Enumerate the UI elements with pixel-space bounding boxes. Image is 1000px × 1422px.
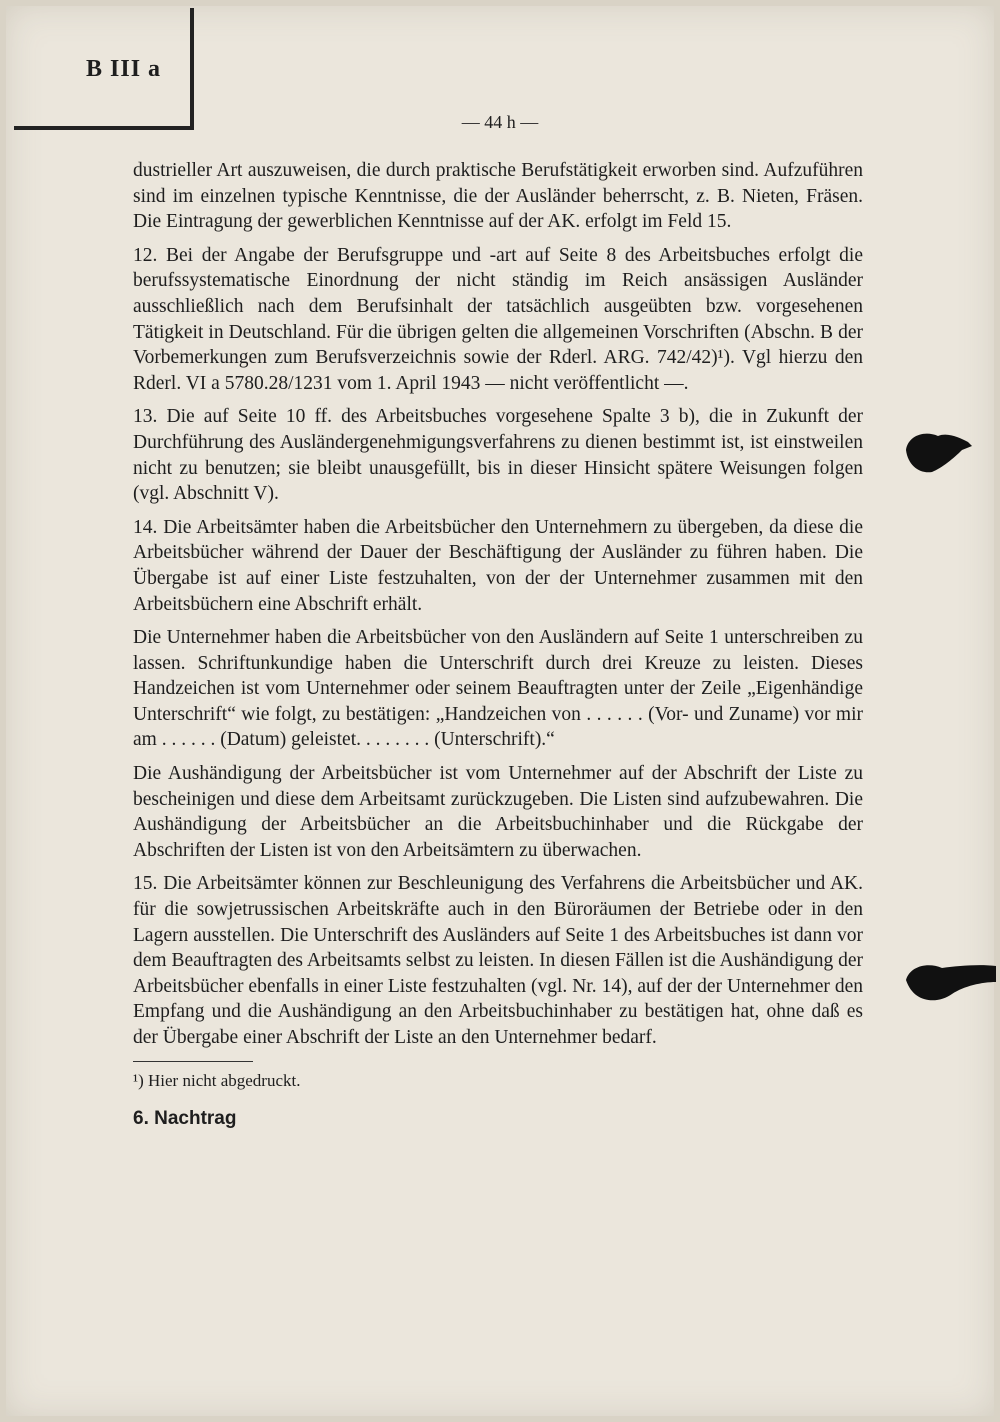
paragraph-13: 13. Die auf Seite 10 ff. des Arbeitsbuches vorgesehene Spalte 3 b), die in Zukunft der Durchführung des Ausländergenehmigungsverfahrens zu dienen bestimmt ist, ist einstweilen nicht zu benutzen; sie bleibt unausgefüllt, bis in dieser Hinsicht spätere Weisungen folgen (vgl. Abschnitt V).	[133, 406, 863, 505]
paragraph-15: 15. Die Arbeitsämter können zur Beschleunigung des Verfahrens die Arbeitsbücher und AK. für die sowjetrussischen Arbeitskräfte auch in den Büroräumen der Betriebe oder in den Lagern ausstellen. Die Unterschrift des Ausländers auf Seite 1 des Arbeitsbuches ist dann vor dem Beauftragten des Arbeitsamts selbst zu leisten. In diesen Fällen ist die Aushändigung der Arbeitsbücher ebenfalls in einer Liste festzuhalten (vgl. Nr. 14), auf der der Unternehmer den Empfang und die Aushändigung an den Arbeitsbuchinhaber zu bestätigen hat, ohne daß es der Übergabe einer Abschrift der Liste an den Unternehmer bedarf.	[133, 873, 864, 1048]
paragraph-14-signatures: Die Unternehmer haben die Arbeitsbücher von den Ausländern auf Seite 1 unterschreiben zu lassen. Schriftunkundige haben die Unterschrift durch drei Kreuze zu leisten. Dieses Handzeichen ist vom Unternehmer oder seinem Beauftragten unter der Zeile „Eigenhändige Unterschrift“ wie folgt, zu bestätigen: „Handzeichen von . . . . . . (Vor- und Zuname) vor mir am . . . . . . (Datum) geleistet. . . . . . . . (Unterschrift).“	[133, 627, 863, 751]
paragraph-12: 12. Bei der Angabe der Berufsgruppe und -art auf Seite 8 des Arbeitsbuches erfolgt die berufssystematische Einordnung der nicht ständig im Reich ansässigen Ausländer ausschließlich nach dem Berufsinhalt der tatsächlich ausgeübten bzw. vorgesehenen Tätigkeit in Deutschland. Für die übrigen gelten die allgemeinen Vorschriften (Abschn. B der Vorbemerkungen zum Berufsverzeichnis sowie der Rderl. ARG. 742/42)¹). Vgl hierzu den Rderl. VI a 5780.28/1231 vom 1. April 1943 — nicht veröffentlicht —.	[133, 244, 863, 394]
supplement-label: 6. Nachtrag	[133, 1107, 237, 1129]
body-text	[133, 158, 863, 1131]
footnote: ¹) Hier nicht abgedruckt.	[133, 1070, 301, 1090]
page-number: — 44 h —	[461, 112, 539, 132]
binder-punch-mark-lower-icon	[902, 960, 998, 1006]
binder-punch-mark-upper-icon	[902, 428, 974, 476]
section-code: B III a	[86, 56, 162, 82]
paragraph-continuation: dustrieller Art auszuweisen, die durch praktische Berufstätigkeit erworben sind. Aufzuführen sind im einzelnen typische Kenntnisse, die der Ausländer beherrscht, z. B. Nieten, Fräsen. Die Eintragung der gewerblichen Kenntnisse auf der AK. erfolgt im Feld 15.	[133, 160, 863, 233]
paragraph-14: 14. Die Arbeitsämter haben die Arbeitsbücher den Unternehmern zu übergeben, da diese die Arbeitsbücher während der Dauer der Beschäftigung der Ausländer zu führen haben. Die Übergabe ist auf einer Liste festzuhalten, von der der Unternehmer zusammen mit den Arbeitsbüchern eine Abschrift erhält.	[133, 516, 863, 615]
footnote-divider	[133, 1061, 253, 1062]
paragraph-14-handover: Die Aushändigung der Arbeitsbücher ist vom Unternehmer auf der Abschrift der Liste zu bescheinigen und diese dem Arbeitsamt zurückzugeben. Die Listen sind aufzubewahren. Die Aushändigung der Arbeitsbücher an die Arbeitsbuchinhaber und die Rückgabe der Abschriften der Listen ist von den Arbeitsämtern zu überwachen.	[133, 763, 863, 861]
